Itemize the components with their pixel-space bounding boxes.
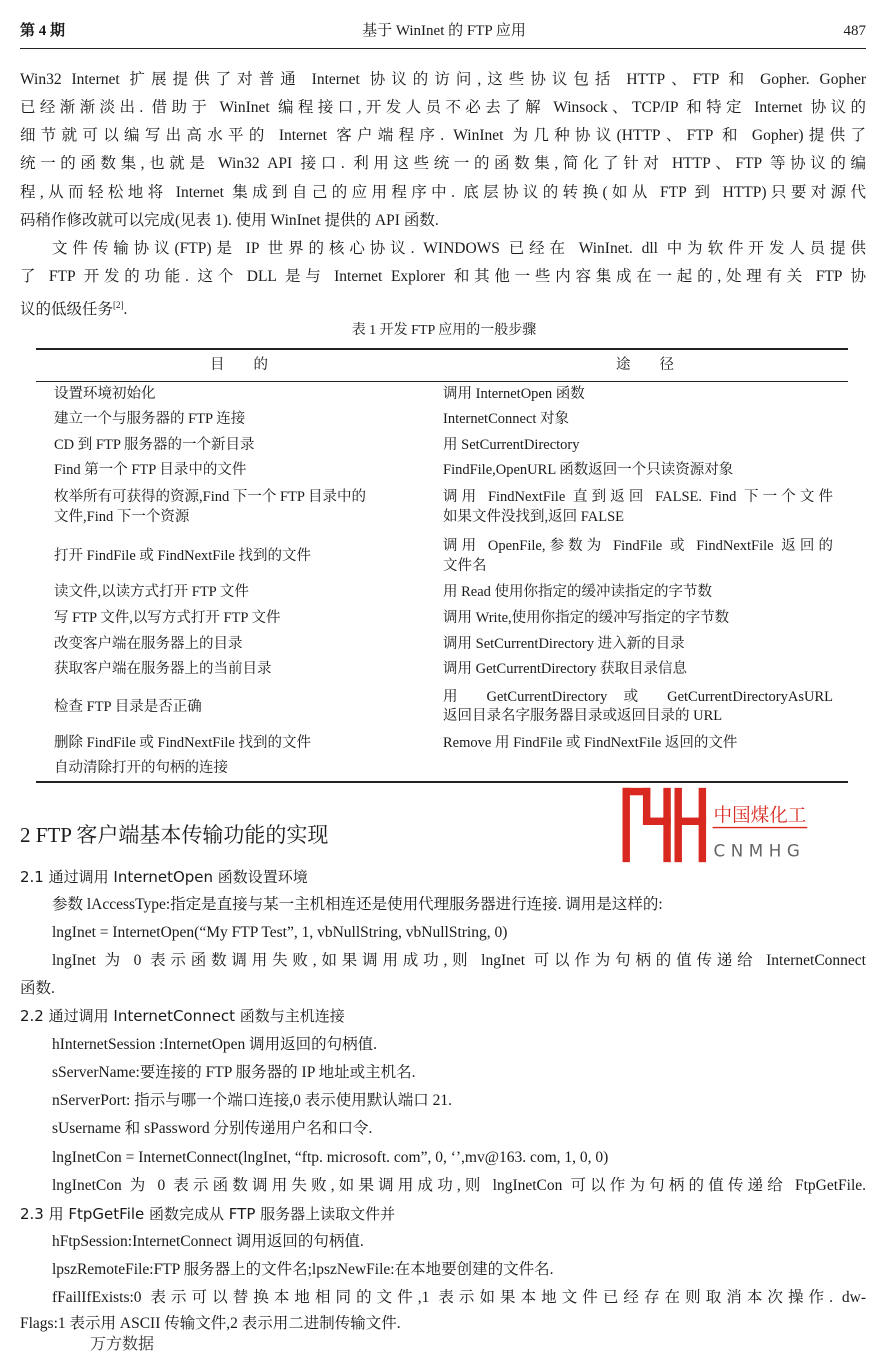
body-text-line: lngInet = InternetOpen(“My FTP Test”, 1, vbNullString, vbNullString, 0) bbox=[52, 924, 508, 941]
body-text-line: 码稍作修改就可以完成(见表 1). 使用 WinInet 提供的 API 函数. bbox=[20, 212, 439, 229]
table-header-method: 途 径 bbox=[616, 357, 674, 373]
table-cell-purpose: 删除 FindFile 或 FindNextFile 找到的文件 bbox=[54, 735, 311, 751]
body-text-line: 文件传输协议(FTP)是 IP 世界的核心协议. WINDOWS 已经在 WinInet. dll 中为软件开发人员提供 bbox=[52, 240, 866, 257]
table-cell-purpose: Find 第一个 FTP 目录中的文件 bbox=[54, 462, 247, 478]
table-cell-purpose: 检查 FTP 目录是否正确 bbox=[54, 698, 202, 715]
body-text-line bbox=[20, 294, 866, 319]
issue-label: 第 4 期 bbox=[20, 23, 66, 39]
table-cell-purpose: 写 FTP 文件,以写方式打开 FTP 文件 bbox=[54, 610, 281, 626]
body-text-line: 了 FTP 开发的功能. 这个 DLL 是与 Internet Explorer 和其他一些内容集成在一起的,处理有关 FTP 协 bbox=[20, 268, 866, 285]
table-cell-method: FindFile,OpenURL 函数返回一个只读资源对象 bbox=[443, 462, 734, 478]
table-cell-purpose: 获取客户端在服务器上的当前目录 bbox=[54, 661, 272, 677]
table-top-rule bbox=[36, 348, 848, 350]
subsection-heading: 2.3 用 FtpGetFile 函数完成从 FTP 服务器上读取文件并 bbox=[20, 1205, 396, 1223]
table-cell-purpose: 自动清除打开的句柄的连接 bbox=[54, 760, 228, 776]
table-cell-method: 调用 GetCurrentDirectory 获取目录信息 bbox=[443, 661, 688, 677]
table-cell-purpose: CD 到 FTP 服务器的一个新目录 bbox=[54, 437, 255, 453]
body-text-line: sUsername 和 sPassword 分别传递用户名和口令. bbox=[52, 1120, 373, 1137]
citation-ref[interactable]: [2] bbox=[113, 300, 124, 310]
section-2-heading: 2 FTP 客户端基本传输功能的实现 bbox=[20, 823, 329, 847]
table-caption: 表 1 开发 FTP 应用的一般步骤 bbox=[351, 323, 537, 338]
body-text-line: 统一的函数集,也就是 Win32 API 接口. 利用这些统一的函数集,简化了针对 HTTP、FTP 等协议的编 bbox=[20, 155, 866, 172]
table-header-rule bbox=[36, 381, 848, 382]
body-text-line: 函数. bbox=[20, 980, 55, 997]
page-number: 487 bbox=[843, 23, 866, 39]
table-cell-method: 返回目录名字服务器目录或返回目录的 URL bbox=[443, 708, 723, 724]
body-text-line: lngInet 为 0 表示函数调用失败,如果调用成功,则 lngInet 可以作为句柄的值传递给 InternetConnect bbox=[52, 952, 866, 969]
body-text-line: nServerPort: 指示与哪一个端口连接,0 表示使用默认端口 21. bbox=[52, 1092, 452, 1109]
table-cell-method: 用 Read 使用你指定的缓冲读指定的字节数 bbox=[443, 584, 713, 600]
table-cell-purpose: 设置环境初始化 bbox=[54, 386, 156, 402]
body-text-line: 参数 lAccessType:指定是直接与某一主机相连还是使用代理服务器进行连接. 调用是这样的: bbox=[52, 896, 663, 913]
body-text-line: 程,从而轻松地将 Internet 集成到自己的应用程序中. 底层协议的转换(如从 FTP 到 HTTP)只要对源代 bbox=[20, 184, 866, 201]
table-cell-method: 调用 OpenFile,参数为 FindFile 或 FindNextFile 返回的 bbox=[443, 538, 833, 554]
cnmhg-logo bbox=[620, 786, 820, 864]
logo-text-cn: 中国煤化工 bbox=[713, 805, 807, 827]
table-cell-method: 用 GetCurrentDirectory 或 GetCurrentDirectoryAsURL bbox=[443, 689, 833, 705]
body-text-line: 已经渐渐淡出. 借助于 WinInet 编程接口,开发人员不必去了解 Winsock、TCP/IP 和特定 Internet 协议的 bbox=[20, 99, 866, 116]
body-text-line: lpszRemoteFile:FTP 服务器上的文件名;lpszNewFile:在本地要创建的文件名. bbox=[52, 1261, 554, 1278]
table-cell-method: 调用 InternetOpen 函数 bbox=[443, 386, 585, 402]
table-cell-method: 调用 FindNextFile 直到返回 FALSE. Find 下一个文件 bbox=[443, 489, 833, 505]
body-text-line: Flags:1 表示用 ASCII 传输文件,2 表示用二进制传输文件. bbox=[20, 1315, 401, 1332]
table-cell-method: 调用 SetCurrentDirectory 进入新的目录 bbox=[443, 636, 685, 652]
table-cell-method: 文件名 bbox=[443, 558, 487, 574]
body-text-line: hInternetSession :InternetOpen 调用返回的句柄值. bbox=[52, 1036, 378, 1053]
table-cell-purpose: 枚举所有可获得的资源,Find 下一个 FTP 目录中的 bbox=[54, 489, 367, 505]
table-cell-method: Remove 用 FindFile 或 FindNextFile 返回的文件 bbox=[443, 735, 738, 751]
table-cell-purpose: 建立一个与服务器的 FTP 连接 bbox=[54, 411, 246, 427]
table-cell-purpose: 读文件,以读方式打开 FTP 文件 bbox=[54, 584, 249, 600]
table-cell-method: 用 SetCurrentDirectory bbox=[443, 437, 580, 453]
header-rule bbox=[20, 48, 866, 49]
logo-text-en: CNMHG bbox=[713, 840, 806, 861]
subsection-heading: 2.1 通过调用 InternetOpen 函数设置环境 bbox=[20, 868, 308, 886]
body-text-line: Win32 Internet 扩展提供了对普通 Internet 协议的访问,这些协议包括 HTTP、FTP 和 Gopher. Gopher bbox=[20, 71, 866, 88]
body-text-line: lngInetCon = InternetConnect(lngInet, “ftp. microsoft. com”, 0, ‘’,mv@163. com, 1, 0, 0) bbox=[52, 1149, 609, 1166]
subsection-heading: 2.2 通过调用 InternetConnect 函数与主机连接 bbox=[20, 1007, 345, 1025]
table-cell-purpose: 打开 FindFile 或 FindNextFile 找到的文件 bbox=[54, 548, 311, 564]
table-cell-purpose: 改变客户端在服务器上的目录 bbox=[54, 636, 243, 652]
table-cell-method: InternetConnect 对象 bbox=[443, 411, 570, 427]
body-text-line: fFailIfExists:0 表示可以替换本地相同的文件,1 表示如果本地文件已经存在则取消本次操作. dw- bbox=[52, 1289, 866, 1306]
text-span: 议的低级任务 bbox=[20, 301, 114, 319]
table-bottom-rule bbox=[36, 781, 848, 783]
body-text-line: sServerName:要连接的 FTP 服务器的 IP 地址或主机名. bbox=[52, 1064, 416, 1081]
body-text-line: lngInetCon 为 0 表示函数调用失败,如果调用成功,则 lngInetCon 可以作为句柄的值传递给 FtpGetFile. bbox=[52, 1177, 866, 1194]
table-header-purpose: 目 的 bbox=[210, 357, 268, 373]
running-title: 基于 WinInet 的 FTP 应用 bbox=[362, 23, 526, 39]
body-text-line: 细节就可以编写出高水平的 Internet 客户端程序. WinInet 为几种协议(HTTP、FTP 和 Gopher)提供了 bbox=[20, 127, 866, 144]
table-cell-method: 如果文件没找到,返回 FALSE bbox=[443, 509, 624, 525]
table-cell-purpose: 文件,Find 下一个资源 bbox=[54, 509, 190, 525]
body-text-line: hFtpSession:InternetConnect 调用返回的句柄值. bbox=[52, 1233, 364, 1250]
text-span: . bbox=[123, 301, 128, 319]
table-cell-method: 调用 Write,使用你指定的缓冲写指定的字节数 bbox=[443, 610, 730, 626]
wanfang-watermark: 万方数据 bbox=[90, 1336, 155, 1353]
